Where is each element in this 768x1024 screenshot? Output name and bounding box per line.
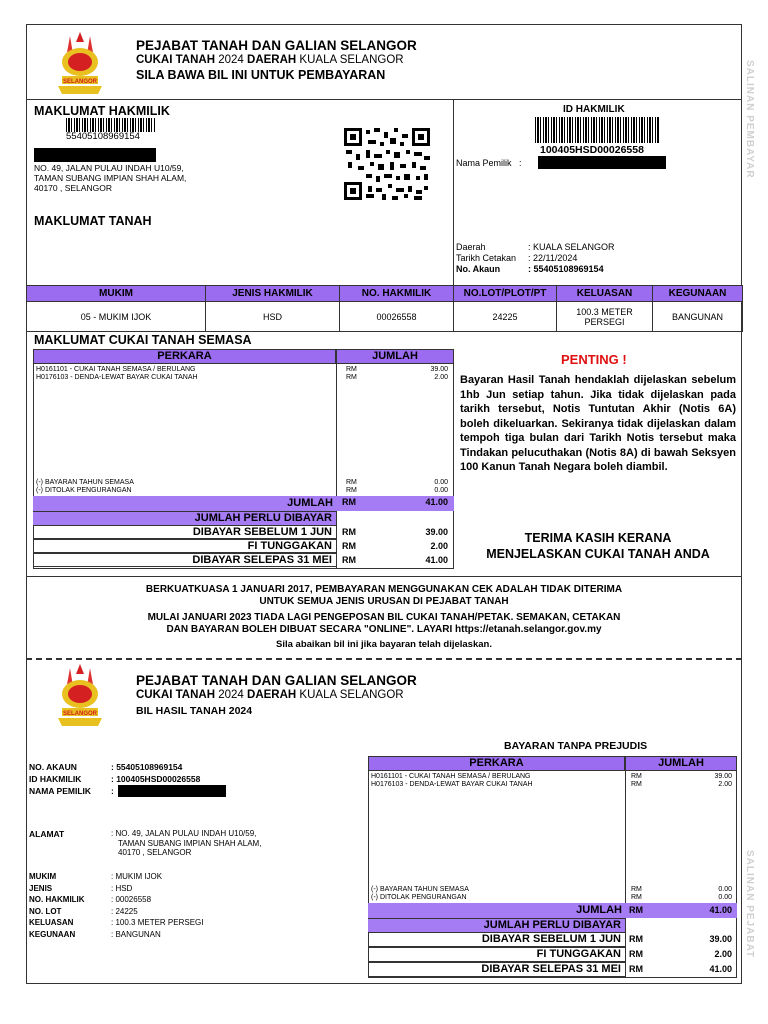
office-field-value: : [111,786,114,796]
payment-row-label-cell [368,932,626,947]
jumlah-label-2: JUMLAH [576,904,622,916]
land-value-cell: HSD [205,301,340,332]
tanah-title: MAKLUMAT TANAH [34,214,152,228]
payment-row-label: DIBAYAR SELEPAS 31 MEI [481,963,621,975]
payment-row-label-cell [368,962,626,977]
item-rm: RM [631,781,642,788]
jumlah-label: JUMLAH [287,497,333,509]
owner-name-label: Nama Pemilik : [456,158,522,168]
vertical-divider [453,99,454,285]
item-desc: (-) DITOLAK PENGURANGAN [36,487,132,494]
hakmilik-title: MAKLUMAT HAKMILIK [34,104,170,118]
selangor-crest-logo [52,30,108,102]
logo-text-2: SELANGOR [62,711,98,717]
payment-row-rm: RM [342,527,356,537]
land-value-cell: 24225 [453,301,557,332]
office-land-label: KEGUNAAN [29,929,76,939]
payment-row-label-cell [33,553,337,567]
jumlah-value: 41.00 [425,497,448,507]
office-land-label: NO. LOT [29,906,62,916]
payment-row-label-cell [33,525,337,539]
land-value-cell: 00026558 [339,301,454,332]
item-desc: H0161101 - CUKAI TANAH SEMASA / BERULANG [36,366,196,373]
org-title-2: PEJABAT TANAH DAN GALIAN SELANGOR [136,673,417,688]
item-amount: 2.00 [718,781,732,788]
id-hakmilik-label: ID HAKMILIK [563,104,625,115]
land-value-cell: 100.3 METER PERSEGI [556,301,653,332]
item-rm: RM [631,886,642,893]
col-jumlah: JUMLAH [336,349,454,364]
office-field-label: NO. AKAUN [29,762,77,772]
bayaran-title: BAYARAN TANPA PREJUDIS [504,740,648,752]
payment-row-value: 39.00 [709,934,732,944]
item-desc: (-) BAYARAN TAHUN SEMASA [371,886,469,893]
redacted-name [34,148,156,162]
land-header-cell: NO. HAKMILIK [339,285,454,302]
alamat-label: ALAMAT [29,829,65,839]
payment-row-label: FI TUNGGAKAN [536,948,621,960]
header-divider [26,99,742,100]
jumlah-rm: RM [342,497,356,507]
title-barcode [535,117,659,143]
land-meta: Daerah : KUALA SELANGOR Tarikh Cetakan : 22/11/2024 No. Akaun : 55405108969154 [456,242,615,274]
land-value-cell: BANGUNAN [652,301,743,332]
land-header-cell: KEGUNAAN [652,285,743,302]
item-amount: 39.00 [714,773,732,780]
item-amount: 39.00 [430,366,448,373]
land-value-cell: 05 - MUKIM IJOK [26,301,206,332]
penting-title: PENTING ! [561,352,627,367]
bring-bill-instruction: SILA BAWA BIL INI UNTUK PEMBAYARAN [136,68,386,82]
item-amount: 2.00 [434,374,448,381]
redacted-owner-2 [118,785,226,797]
item-amount: 0.00 [718,886,732,893]
land-header-cell: KELUASAN [556,285,653,302]
jumlah-value-2: 41.00 [709,905,732,915]
payment-row-value: 41.00 [425,555,448,565]
org-title: PEJABAT TANAH DAN GALIAN SELANGOR [136,38,417,53]
office-land-value: : HSD [111,883,133,893]
item-desc: (-) BAYARAN TAHUN SEMASA [36,479,134,486]
item-desc: (-) DITOLAK PENGURANGAN [371,894,467,901]
payment-row-rm: RM [342,541,356,551]
item-rm: RM [346,479,357,486]
item-rm: RM [346,487,357,494]
land-header-cell: JENIS HAKMILIK [205,285,340,302]
land-header-cell: NO.LOT/PLOT/PT [453,285,557,302]
thanks-message: TERIMA KASIH KERANA MENJELASKAN CUKAI TANAH ANDA [486,531,710,561]
office-land-value: : 100.3 METER PERSEGI [111,918,204,927]
payment-row-label: FI TUNGGAKAN [247,540,332,552]
payment-row-label-cell [33,539,337,553]
payment-row-value: 39.00 [425,527,448,537]
office-land-label: MUKIM [29,872,57,881]
item-rm: RM [631,894,642,901]
col-perkara: PERKARA [33,349,336,364]
perlu-dibayar-2: JUMLAH PERLU DIBAYAR [368,918,625,932]
office-field-label: NAMA PEMILIK [29,786,92,796]
bill-title: BIL HASIL TANAH 2024 [136,705,253,717]
office-land-label: KELUASAN [29,918,74,927]
col-perkara-2: PERKARA [368,756,625,771]
office-land-label: JENIS [29,883,53,893]
qr-code [344,128,430,200]
item-desc: H0161101 - CUKAI TANAH SEMASA / BERULANG [371,773,531,780]
perlu-dibayar: JUMLAH PERLU DIBAYAR [33,511,336,525]
item-amount: 0.00 [718,894,732,901]
payment-row-rm: RM [629,949,643,959]
notice-block: BERKUATKUASA 1 JANUARI 2017, PEMBAYARAN MENGGUNAKAN CEK ADALAH TIDAK DITERIMA UNTUK SEMUA JENIS URUSAN DI PEJABAT TANAH MULAI JANUARI 2023 TIADA LAGI PENGEPOSAN BIL CUKAI TANAH/PETAK. SEMAKAN, CETAKAN DAN BAYARAN BOLEH DIBUAT SECARA "ONLINE". LAYARI https://etanah.selangor.gov.my Sila abaikan bil ini jika bayaran telah dijelaskan. [145,584,623,650]
item-rm: RM [346,366,357,373]
office-field-value: : 55405108969154 [111,762,183,772]
barcode-number: 55405108969154 [66,131,140,142]
item-rm: RM [346,374,357,381]
redacted-owner [538,156,666,169]
notice-divider [26,576,742,577]
item-desc: H0176103 - DENDA-LEWAT BAYAR CUKAI TANAH [36,374,198,381]
penting-body: Bayaran Hasil Tanah hendaklah dijelaskan sebelum 1hb Jun setiap tahun. Jika tidak dijelaskan pada tarikh tersebut, Notis Tuntutan Akhir (Notis 6A) boleh dikeluarkan. Sekiranya tidak dijelaskan dalam tempoh tiga bulan dari Tarikh Notis tersebut maka Tindakan pelucuthakan (Notis 8A) di bawah Seksyen 100 Kanun Tanah Negara boleh diambil. [460,374,736,473]
land-header-cell: MUKIM [26,285,206,302]
payment-row-label: DIBAYAR SELEPAS 31 MEI [192,554,332,566]
item-rm: RM [631,773,642,780]
side-label-top: SALINAN PEMBAYAR [744,60,755,179]
payment-row-rm: RM [629,934,643,944]
cukai-title: MAKLUMAT CUKAI TANAH SEMASA [34,333,252,347]
account-barcode [66,118,156,132]
office-land-value: : MUKIM IJOK [111,872,163,881]
payment-row-label: DIBAYAR SEBELUM 1 JUN [481,933,621,945]
tax-subtitle: CUKAI TANAH 2024 DAERAH KUALA SELANGOR [136,54,404,66]
payment-row-value: 41.00 [709,964,732,974]
payment-row-rm: RM [342,555,356,565]
id-hakmilik-value: 100405HSD00026558 [540,144,644,156]
col-jumlah-2: JUMLAH [625,756,737,771]
item-amount: 0.00 [434,487,448,494]
cut-line [26,658,742,660]
side-label-bottom: SALINAN PEJABAT [744,850,755,959]
tax-subtitle-2: CUKAI TANAH 2024 DAERAH KUALA SELANGOR [136,689,404,701]
owner-address: NO. 49, JALAN PULAU INDAH U10/59, TAMAN SUBANG IMPIAN SHAH ALAM, 40170 , SELANGOR [34,163,187,193]
office-field-value: : 100405HSD00026558 [111,774,201,784]
selangor-crest-logo-2 [52,662,108,734]
office-field-label: ID HAKMILIK [29,774,82,784]
payment-row-label: DIBAYAR SEBELUM 1 JUN [192,526,332,538]
item-desc: H0176103 - DENDA-LEWAT BAYAR CUKAI TANAH [371,781,533,788]
office-land-label: NO. HAKMILIK [29,895,85,904]
payment-row-label-cell [368,947,626,962]
payment-row-value: 2.00 [714,949,732,959]
office-land-value: : 24225 [111,906,138,916]
logo-text: SELANGOR [62,79,98,85]
payment-row-value: 2.00 [430,541,448,551]
office-land-value: : 00026558 [111,895,152,904]
office-land-value: : BANGUNAN [111,929,161,939]
payment-row-rm: RM [629,964,643,974]
jumlah-rm-2: RM [629,905,643,915]
item-amount: 0.00 [434,479,448,486]
alamat-value: : NO. 49, JALAN PULAU INDAH U10/59, TAMAN SUBANG IMPIAN SHAH ALAM, 40170 , SELANGOR [111,829,262,857]
